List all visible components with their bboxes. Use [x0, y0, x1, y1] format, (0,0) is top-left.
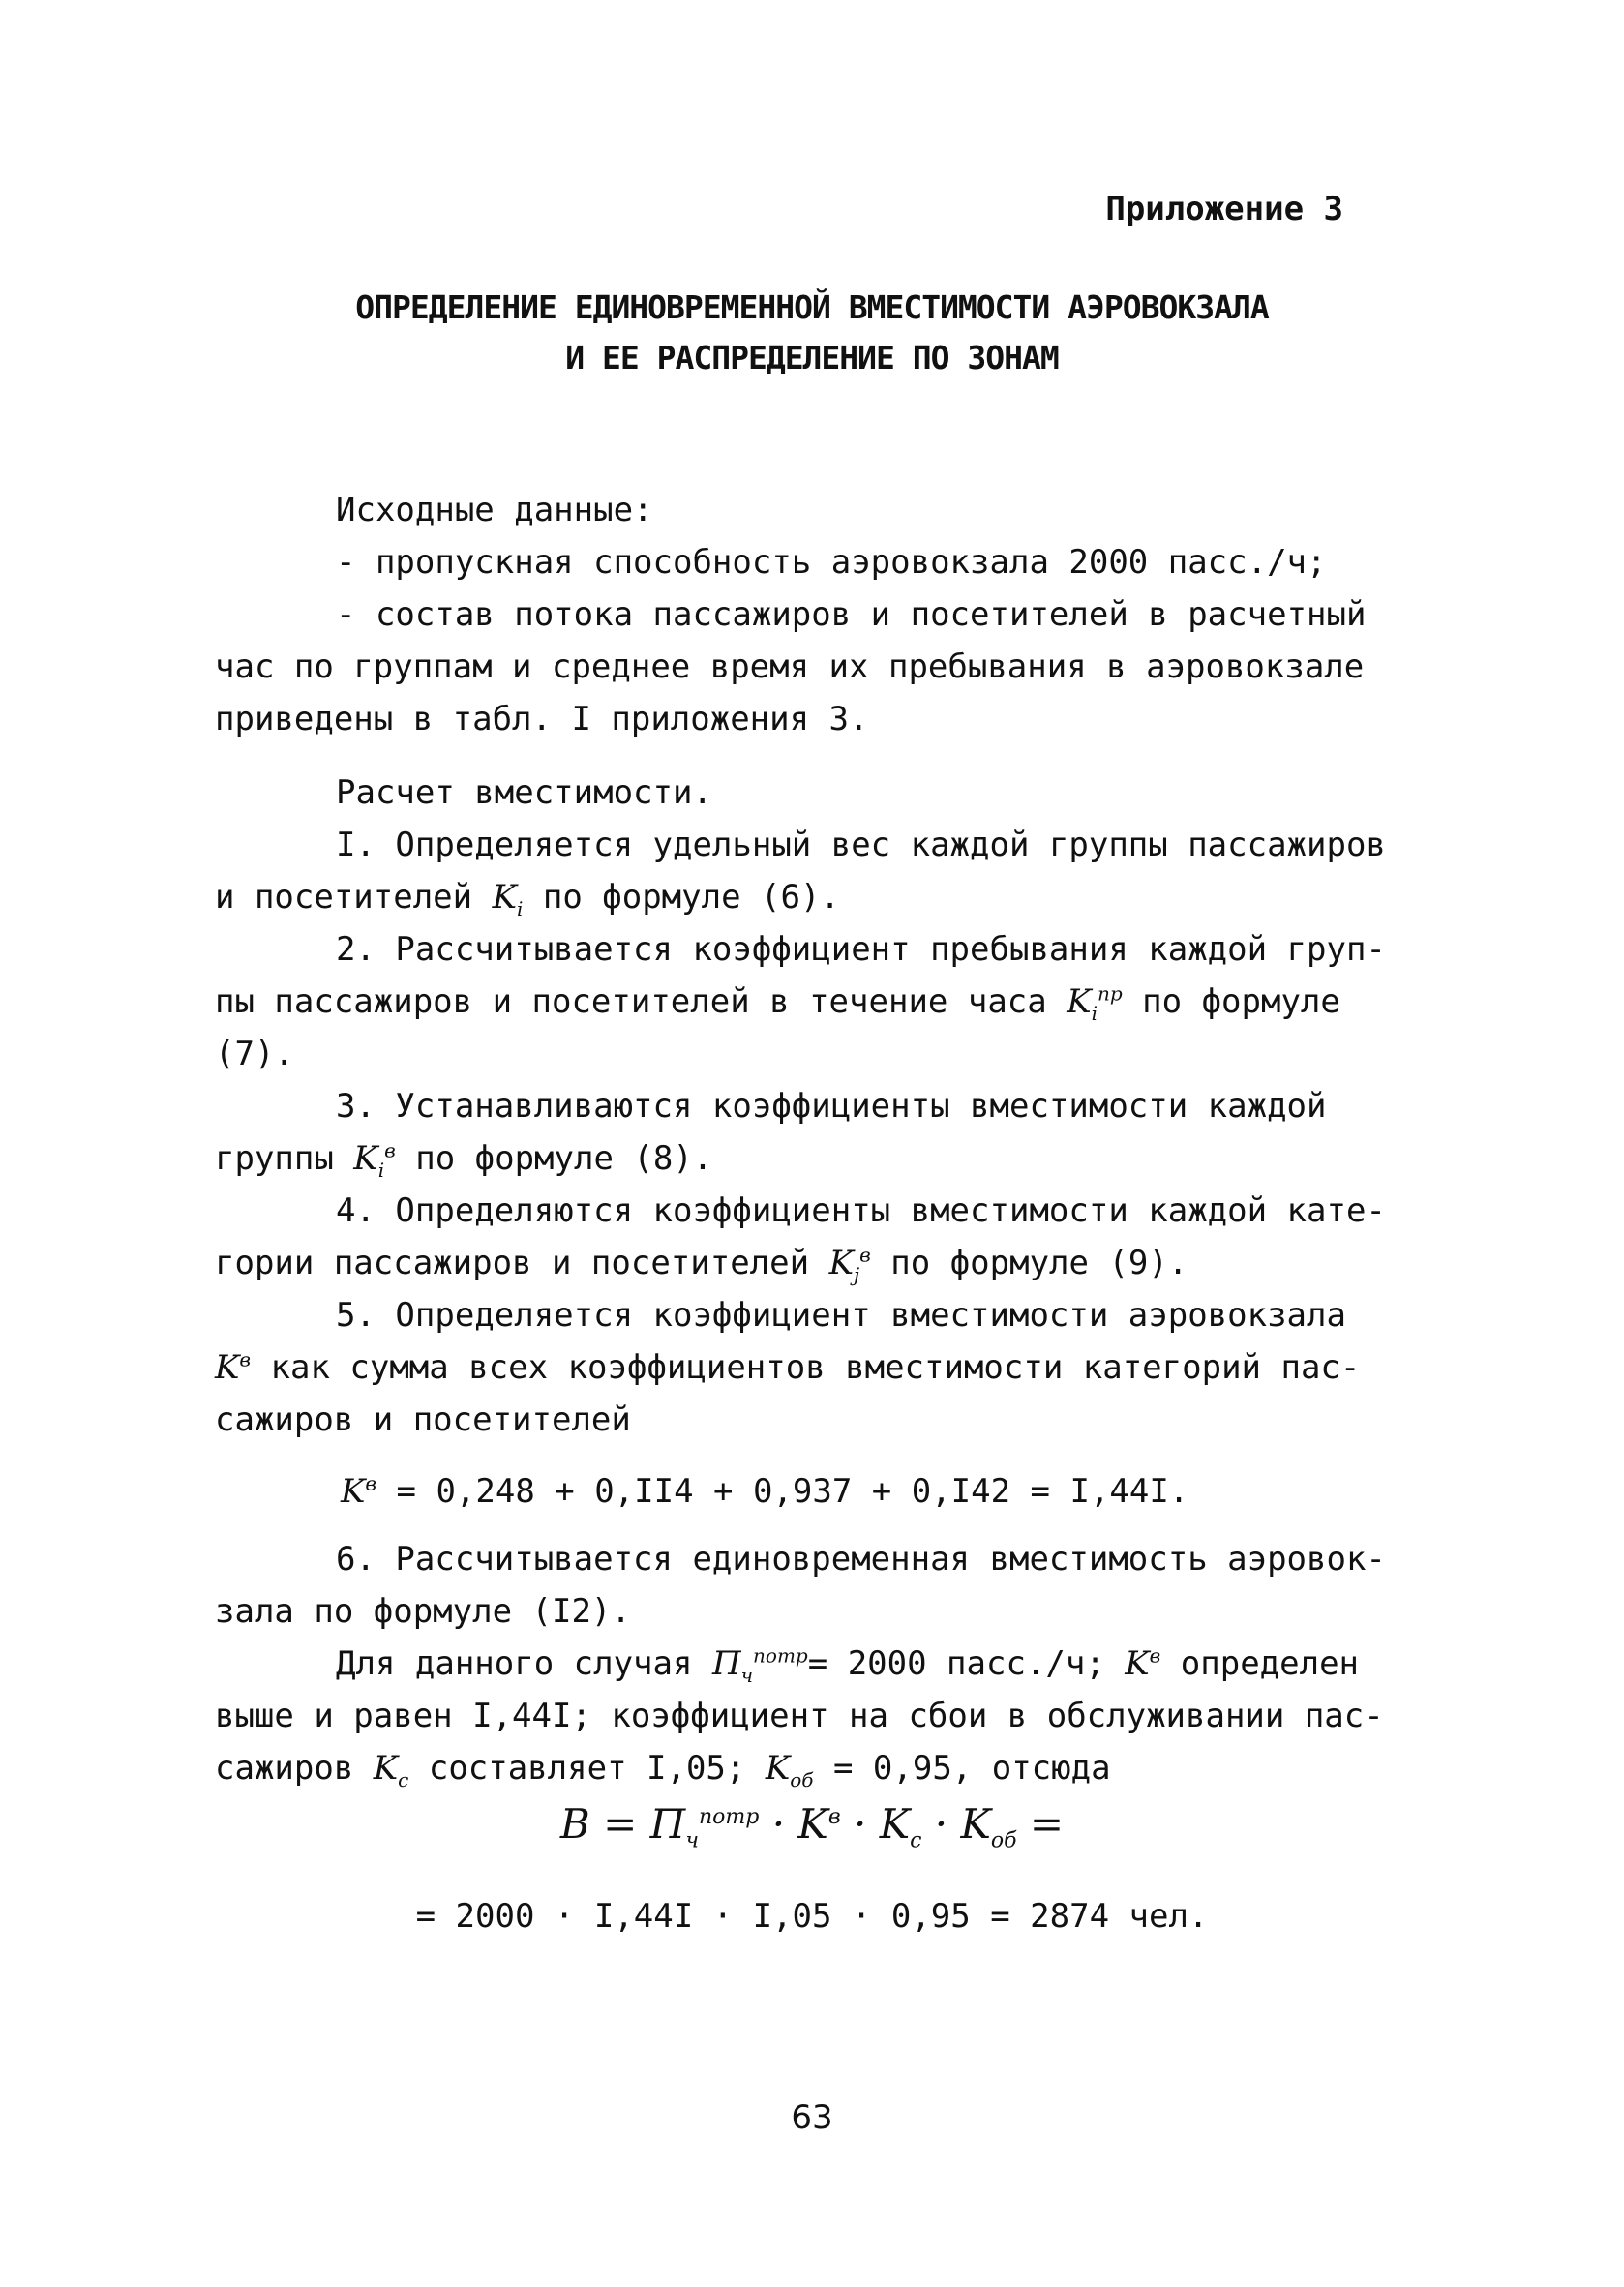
text: группы — [215, 1139, 354, 1178]
step-4-line-1: 4. Определяются коэффициенты вместимости каждой кате- — [336, 1191, 1386, 1230]
sum-formula — [215, 1465, 1434, 1518]
sub: об — [790, 1767, 814, 1791]
text: = 2000 пасс./ч; — [807, 1644, 1126, 1683]
var-k: K — [373, 1749, 399, 1788]
text: как сумма всех коэффициентов вместимости категорий пас- — [251, 1348, 1361, 1387]
sub: i — [377, 1158, 385, 1182]
appendix-label: Приложение 3 — [1105, 190, 1343, 228]
text: и посетителей — [215, 878, 493, 917]
step-1-line-2 — [215, 871, 1434, 923]
step-2-line-2 — [215, 976, 1434, 1028]
var-k: K — [353, 1139, 378, 1178]
title-line-1: ОПРЕДЕЛЕНИЕ ЕДИНОВРЕМЕННОЙ ВМЕСТИМОСТИ АЭРОВОКЗАЛА — [355, 288, 1269, 326]
sub: c — [398, 1767, 409, 1791]
sup: в — [365, 1471, 377, 1495]
text: определен — [1160, 1644, 1360, 1683]
sup: потр — [753, 1643, 808, 1668]
k-symbol: K — [960, 1800, 991, 1848]
var-k: K — [492, 878, 517, 917]
step-6-line-1: 6. Рассчитывается единовременная вместимость аэровок- — [336, 1540, 1386, 1579]
sup: в — [859, 1243, 871, 1267]
step-3-line-2 — [215, 1132, 1434, 1185]
k-symbol: K — [797, 1800, 828, 1848]
var-p: П — [711, 1644, 741, 1683]
step-5-line-2 — [215, 1341, 1434, 1394]
sup: в — [827, 1805, 841, 1829]
sup: потр — [699, 1805, 760, 1829]
step-5-line-1: 5. Определяется коэффициент вместимости аэровокзала — [336, 1296, 1346, 1335]
sub: i — [1091, 1001, 1098, 1025]
var-k: K — [1067, 982, 1092, 1021]
text: составляет I,05; — [408, 1749, 766, 1788]
text: по формуле (6). — [523, 878, 840, 917]
step-7-line-1 — [215, 1638, 1434, 1690]
dot: · — [840, 1800, 880, 1848]
step-1-line-1: I. Определяется удельный вес каждой группы пассажиров — [336, 826, 1386, 864]
step-2-line-3: (7). — [215, 1035, 294, 1073]
equals: = — [589, 1800, 650, 1848]
lhs: B — [559, 1800, 590, 1848]
sup: в — [239, 1347, 252, 1371]
sup: пр — [1098, 981, 1123, 1006]
text: пы пассажиров и посетителей в течение часа — [215, 982, 1068, 1021]
step-7-line-3 — [215, 1742, 1434, 1794]
step-4-line-2 — [215, 1237, 1434, 1289]
title-line-2: И ЕЕ РАСПРЕДЕЛЕНИЕ ПО ЗОНАМ — [565, 339, 1059, 376]
result-formula: = 2000 · I,44I · I,05 · 0,95 = 2874 чел. — [415, 1897, 1209, 1936]
page-number: 63 — [791, 2098, 833, 2137]
var-k: K — [215, 1348, 240, 1387]
text: = 0,248 + 0,II4 + 0,937 + 0,I42 = I,44I. — [376, 1472, 1189, 1511]
var-k: K — [1125, 1644, 1150, 1683]
source-item-2-line-3: приведены в табл. I приложения 3. — [215, 700, 869, 738]
step-3-line-1: 3. Устанавливаются коэффициенты вместимости каждой — [336, 1087, 1327, 1126]
text: гории пассажиров и посетителей — [215, 1244, 829, 1282]
step-2-line-1: 2. Рассчитывается коэффициент пребывания каждой груп- — [336, 930, 1386, 969]
sub: j — [853, 1262, 860, 1286]
capacity-formula — [0, 1800, 1624, 1853]
sub: об — [990, 1828, 1017, 1853]
sub: i — [516, 896, 524, 920]
text: по формуле — [1122, 982, 1340, 1021]
text: сажиров — [215, 1749, 374, 1788]
sub: c — [910, 1828, 922, 1853]
text: по формуле (8). — [395, 1139, 713, 1178]
source-item-1: - пропускная способность аэровокзала 2000 пасс./ч; — [336, 543, 1327, 582]
source-item-2-line-2: час по группам и среднее время их пребывания в аэровокзале — [215, 647, 1365, 686]
dot: · — [921, 1800, 961, 1848]
text: Для данного случая — [336, 1644, 712, 1683]
k-symbol: K — [879, 1800, 911, 1848]
text: по формуле (9). — [870, 1244, 1188, 1282]
step-7-line-2: выше и равен I,44I; коэффициент на сбои в обслуживании пас- — [215, 1697, 1384, 1735]
var-k: K — [828, 1244, 854, 1282]
step-6-line-2: зала по формуле (I2). — [215, 1592, 631, 1631]
sup: в — [384, 1138, 396, 1162]
var-k: K — [765, 1749, 791, 1788]
text: = 0,95, отсюда — [813, 1749, 1111, 1788]
dot: · — [759, 1800, 798, 1848]
step-5-line-3: сажиров и посетителей — [215, 1400, 631, 1439]
calc-heading: Расчет вместимости. — [336, 773, 712, 812]
sub: ч — [685, 1828, 699, 1853]
var-k: K — [341, 1472, 366, 1511]
source-heading: Исходные данные: — [336, 491, 653, 529]
sup: в — [1149, 1643, 1161, 1668]
body-text — [215, 484, 1434, 1794]
p-symbol: П — [649, 1800, 686, 1848]
sub: ч — [740, 1663, 754, 1687]
source-item-2-line-1: - состав потока пассажиров и посетителей в расчетный — [336, 595, 1367, 634]
tail: = — [1016, 1800, 1065, 1848]
